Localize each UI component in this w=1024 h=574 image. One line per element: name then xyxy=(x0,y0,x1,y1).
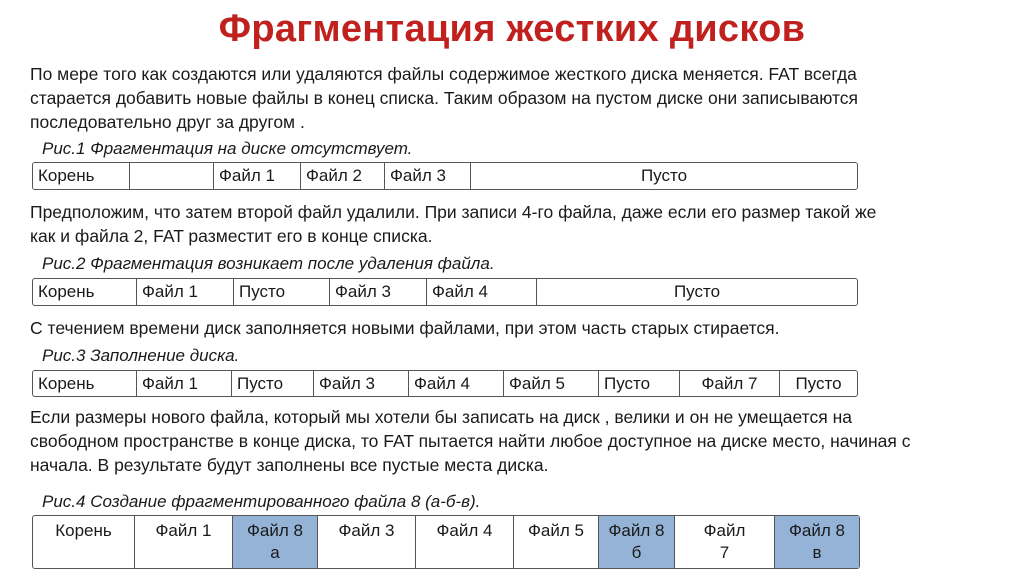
fig4-cell-line-2: 7 xyxy=(719,543,730,562)
fig4-cell-line-1: Корень xyxy=(55,521,112,540)
filling-paragraph xyxy=(30,316,780,340)
fig4-cell xyxy=(33,516,135,568)
deletion-paragraph xyxy=(30,200,876,248)
fig4-cell-line-2: а xyxy=(270,543,280,562)
fig4-cell-highlighted xyxy=(599,516,675,568)
slide-title: Фрагментация жестких дисков xyxy=(218,8,806,50)
intro-line-3: последовательно друг за другом . xyxy=(30,112,305,132)
fig2-cell: Файл 3 xyxy=(330,279,427,305)
fragmentation-paragraph xyxy=(30,405,911,477)
fig3-cell: Файл 1 xyxy=(137,371,232,396)
fig4-cell xyxy=(318,516,416,568)
fig1-cell: Корень xyxy=(33,163,130,189)
fig1-cell: Файл 2 xyxy=(301,163,385,189)
fig3-caption: Рис.3 Заполнение диска. xyxy=(42,346,240,365)
fig4-cell-highlighted xyxy=(233,516,318,568)
fig4-disk-bar xyxy=(32,515,860,569)
fig4-cell-line-1: Файл 5 xyxy=(528,521,584,540)
fig2-cell: Файл 1 xyxy=(137,279,234,305)
fig4-cell-line-1: Файл 3 xyxy=(338,521,395,540)
intro-line-1: По мере того как создаются или удаляются файлы содержимое жесткого диска меняется. FAT всегда xyxy=(30,64,857,84)
fig4-cell-line-1: Файл 8 xyxy=(247,521,303,540)
fig4-cell-line-1: Файл xyxy=(703,521,746,540)
fig1-disk-bar xyxy=(32,162,858,190)
fig4-caption: Рис.4 Создание фрагментированного файла 8 (а-б-в). xyxy=(42,492,481,511)
fig2-cell: Пусто xyxy=(673,282,721,301)
fig4-cell-line-2: б xyxy=(631,543,642,562)
fig3-cell: Файл 4 xyxy=(409,371,504,396)
fig2-cell: Файл 4 xyxy=(427,279,537,305)
deletion-line-2: как и файла 2, FAT разместит его в конце списка. xyxy=(30,226,433,246)
fig2-caption: Рис.2 Фрагментация возникает после удаления файла. xyxy=(42,254,495,273)
deletion-line-1: Предположим, что затем второй файл удалили. При записи 4-го файла, даже если его размер такой же xyxy=(30,202,877,222)
fig3-cell: Файл 7 xyxy=(680,371,780,396)
fig4-cell-line-1: Файл 8 xyxy=(608,521,665,540)
fragmentation-line-2: свободном пространстве в конце диска, то FAT пытается найти любое доступное на диске место, начиная с xyxy=(30,431,911,451)
fig4-cell xyxy=(514,516,599,568)
fig3-cell: Пусто xyxy=(599,371,680,396)
fig3-cell: Корень xyxy=(33,371,137,396)
fig3-cell: Файл 3 xyxy=(314,371,409,396)
fig4-cell-line-1: Файл 4 xyxy=(436,521,493,540)
fig4-cell xyxy=(675,516,775,568)
fig4-cell-line-2: в xyxy=(812,543,822,562)
fig1-caption: Рис.1 Фрагментация на диске отсутствует. xyxy=(42,139,413,158)
fig3-disk-bar xyxy=(32,370,858,397)
fig4-cell xyxy=(135,516,233,568)
fig2-disk-bar xyxy=(32,278,858,306)
fig2-cell: Корень xyxy=(33,279,137,305)
filling-line-1: С течением времени диск заполняется новыми файлами, при этом часть старых стирается. xyxy=(30,318,780,338)
fig3-cell: Пусто xyxy=(795,373,842,393)
fig4-cell-line-1: Файл 1 xyxy=(155,521,212,540)
intro-line-2: старается добавить новые файлы в конец списка. Таким образом на пустом диске они записываются xyxy=(30,88,858,108)
fragmentation-line-3: начала. В результате будут заполнены все пустые места диска. xyxy=(30,455,549,475)
fig1-cell: Файл 1 xyxy=(214,163,301,189)
fig1-cell xyxy=(130,163,214,189)
fig3-cell: Файл 5 xyxy=(504,371,599,396)
fig2-cell: Пусто xyxy=(234,279,330,305)
fig4-cell-highlighted xyxy=(775,516,859,568)
fragmentation-line-1: Если размеры нового файла, который мы хотели бы записать на диск , велики и он не умещается на xyxy=(30,407,852,427)
fig3-cell: Пусто xyxy=(232,371,314,396)
fig1-cell: Пусто xyxy=(640,166,688,185)
intro-paragraph xyxy=(30,62,858,134)
fig4-cell xyxy=(416,516,514,568)
fig1-cell: Файл 3 xyxy=(385,163,471,189)
fig4-cell-line-1: Файл 8 xyxy=(789,521,845,540)
